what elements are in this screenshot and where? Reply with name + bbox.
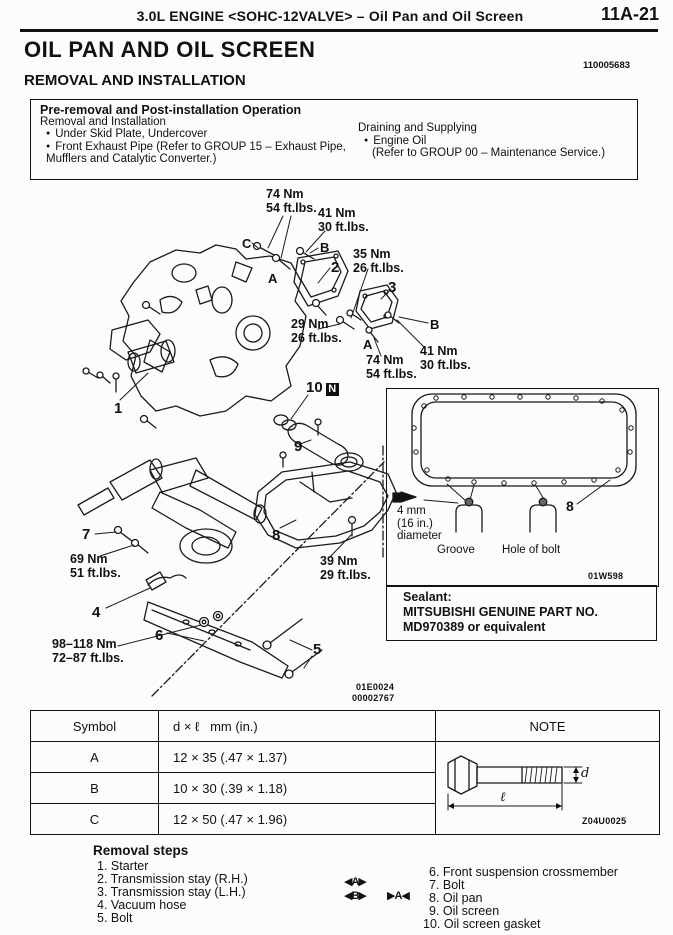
torque-nm: 74 Nm	[266, 187, 304, 201]
procedure-marker-b: ◀B▶	[344, 890, 366, 902]
part-label-3: 3	[388, 279, 397, 296]
pre-box-right-note: (Refer to GROUP 00 – Maintenance Service.)	[372, 147, 606, 159]
note-figure-code: Z04U0025	[582, 816, 627, 826]
symbol-cell: B	[31, 773, 159, 804]
dimension-cell: 12 × 35 (.47 × 1.37)	[159, 742, 436, 773]
diameter-line: 4 mm	[397, 505, 426, 517]
part-label-7: 7	[82, 526, 91, 543]
removal-step: 5. Bolt	[97, 911, 133, 925]
bolt-spec-table	[30, 710, 660, 835]
sealant-note-flag: N	[326, 383, 339, 396]
torque-nm: 29 Nm	[291, 317, 329, 331]
bolt-letter-c: C	[242, 236, 252, 251]
part-label-9: 9	[294, 438, 303, 455]
figure-code: 00002767	[352, 693, 395, 703]
pre-box-left-item: ● Front Exhaust Pipe (Refer to GROUP 15 – Exhaust Pipe, Mufflers and Catalytic Converter.)	[46, 141, 348, 165]
pre-box-left-item: ● Under Skid Plate, Undercover	[46, 128, 346, 140]
column-header-symbol: Symbol	[31, 711, 159, 742]
dimension-cell: 12 × 50 (.47 × 1.96)	[159, 804, 436, 835]
torque-callout	[266, 188, 317, 215]
torque-ftlbs: 72–87 ft.lbs.	[52, 650, 124, 665]
part-label-1: 1	[114, 400, 123, 417]
part-label-6: 6	[155, 627, 164, 644]
page-title: OIL PAN AND OIL SCREEN	[24, 37, 316, 62]
column-header-dimension: d × ℓ mm (in.)	[159, 711, 436, 742]
pre-box-right-item: ● Engine Oil	[364, 135, 426, 147]
torque-nm: 39 Nm	[320, 554, 358, 568]
document-code: 110005683	[583, 60, 631, 71]
column-header-note: NOTE	[436, 711, 660, 742]
removal-step: 3. Transmission stay (L.H.)	[97, 885, 246, 899]
torque-ftlbs: 54 ft.lbs.	[366, 366, 417, 381]
removal-step: 10. Oil screen gasket	[423, 917, 541, 931]
symbol-cell: A	[31, 742, 159, 773]
torque-ftlbs: 54 ft.lbs.	[266, 200, 317, 215]
sealant-part-no: MITSUBISHI GENUINE PART NO.	[403, 605, 598, 619]
part-number: 10	[306, 379, 323, 396]
pre-box-left-heading: Removal and Installation	[40, 116, 166, 128]
part-label-4: 4	[92, 604, 101, 621]
symbol-cell: C	[31, 804, 159, 835]
diameter-line: diameter	[397, 530, 442, 542]
bolt-letter-b: B	[320, 240, 330, 255]
section-title: REMOVAL AND INSTALLATION	[24, 72, 246, 89]
torque-nm: 41 Nm	[420, 344, 458, 358]
bolt-letter-b: B	[430, 317, 440, 332]
torque-ftlbs: 26 ft.lbs.	[291, 330, 342, 345]
sealant-diameter-label	[397, 505, 442, 543]
part-label-5: 5	[313, 641, 322, 658]
removal-step: 4. Vacuum hose	[97, 898, 187, 912]
torque-callout	[420, 345, 471, 372]
torque-callout	[318, 207, 369, 234]
bolt-dimension-d: d	[581, 766, 590, 781]
torque-callout	[320, 555, 371, 582]
procedure-marker-a-reverse: ▶A◀	[387, 890, 409, 902]
torque-nm: 74 Nm	[366, 353, 404, 367]
sealant-spec-box	[386, 585, 657, 641]
removal-step: 9. Oil screen	[429, 904, 500, 918]
diameter-line: (16 in.)	[397, 517, 433, 530]
running-header: 3.0L ENGINE <SOHC-12VALVE> – Oil Pan and Oil Screen	[136, 8, 524, 24]
bolt-letter-a: A	[363, 337, 373, 352]
removal-step: 6. Front suspension crossmember	[429, 865, 618, 879]
torque-ftlbs: 51 ft.lbs.	[70, 565, 121, 580]
table-row	[31, 742, 660, 773]
torque-nm: 41 Nm	[318, 206, 356, 220]
pre-box-title: Pre-removal and Post-installation Operation	[40, 103, 302, 117]
pre-box-right-heading: Draining and Supplying	[358, 122, 477, 134]
torque-ftlbs: 30 ft.lbs.	[420, 357, 471, 372]
torque-ftlbs: 26 ft.lbs.	[353, 260, 404, 275]
torque-ftlbs: 30 ft.lbs.	[318, 219, 369, 234]
bolt-letter-a: A	[268, 271, 278, 286]
page-number: 11A-21	[600, 4, 659, 24]
torque-nm: 69 Nm	[70, 552, 108, 566]
torque-nm: 35 Nm	[353, 247, 391, 261]
torque-nm: 98–118 Nm	[52, 637, 117, 651]
removal-step: 8. Oil pan	[429, 891, 483, 905]
removal-step: 2. Transmission stay (R.H.)	[97, 872, 248, 886]
gasket-inset-box	[386, 388, 659, 587]
groove-label: Groove	[437, 544, 475, 556]
header-rule	[20, 29, 658, 32]
inset-part-label-8: 8	[566, 498, 574, 514]
torque-callout	[70, 553, 121, 580]
figure-code: 01E0024	[356, 682, 395, 692]
removal-steps-title: Removal steps	[93, 843, 189, 858]
part-label-2: 2	[331, 259, 340, 276]
torque-callout	[52, 638, 124, 665]
dimension-cell: 10 × 30 (.39 × 1.18)	[159, 773, 436, 804]
part-label-8: 8	[272, 527, 281, 544]
procedure-marker-a: ◀A▶	[344, 876, 366, 888]
sealant-title: Sealant:	[403, 590, 452, 604]
removal-step: 7. Bolt	[429, 878, 465, 892]
torque-ftlbs: 29 ft.lbs.	[320, 567, 371, 582]
torque-callout	[353, 248, 404, 275]
hole-of-bolt-label: Hole of bolt	[502, 544, 561, 556]
bolt-dimension-length: ℓ	[500, 790, 506, 805]
inset-figure-code: 01W598	[588, 571, 624, 581]
removal-step: 1. Starter	[97, 859, 149, 873]
torque-callout	[291, 318, 342, 345]
sealant-equivalent: MD970389 or equivalent	[403, 620, 546, 634]
torque-callout	[366, 354, 417, 381]
part-label-10	[306, 379, 339, 396]
